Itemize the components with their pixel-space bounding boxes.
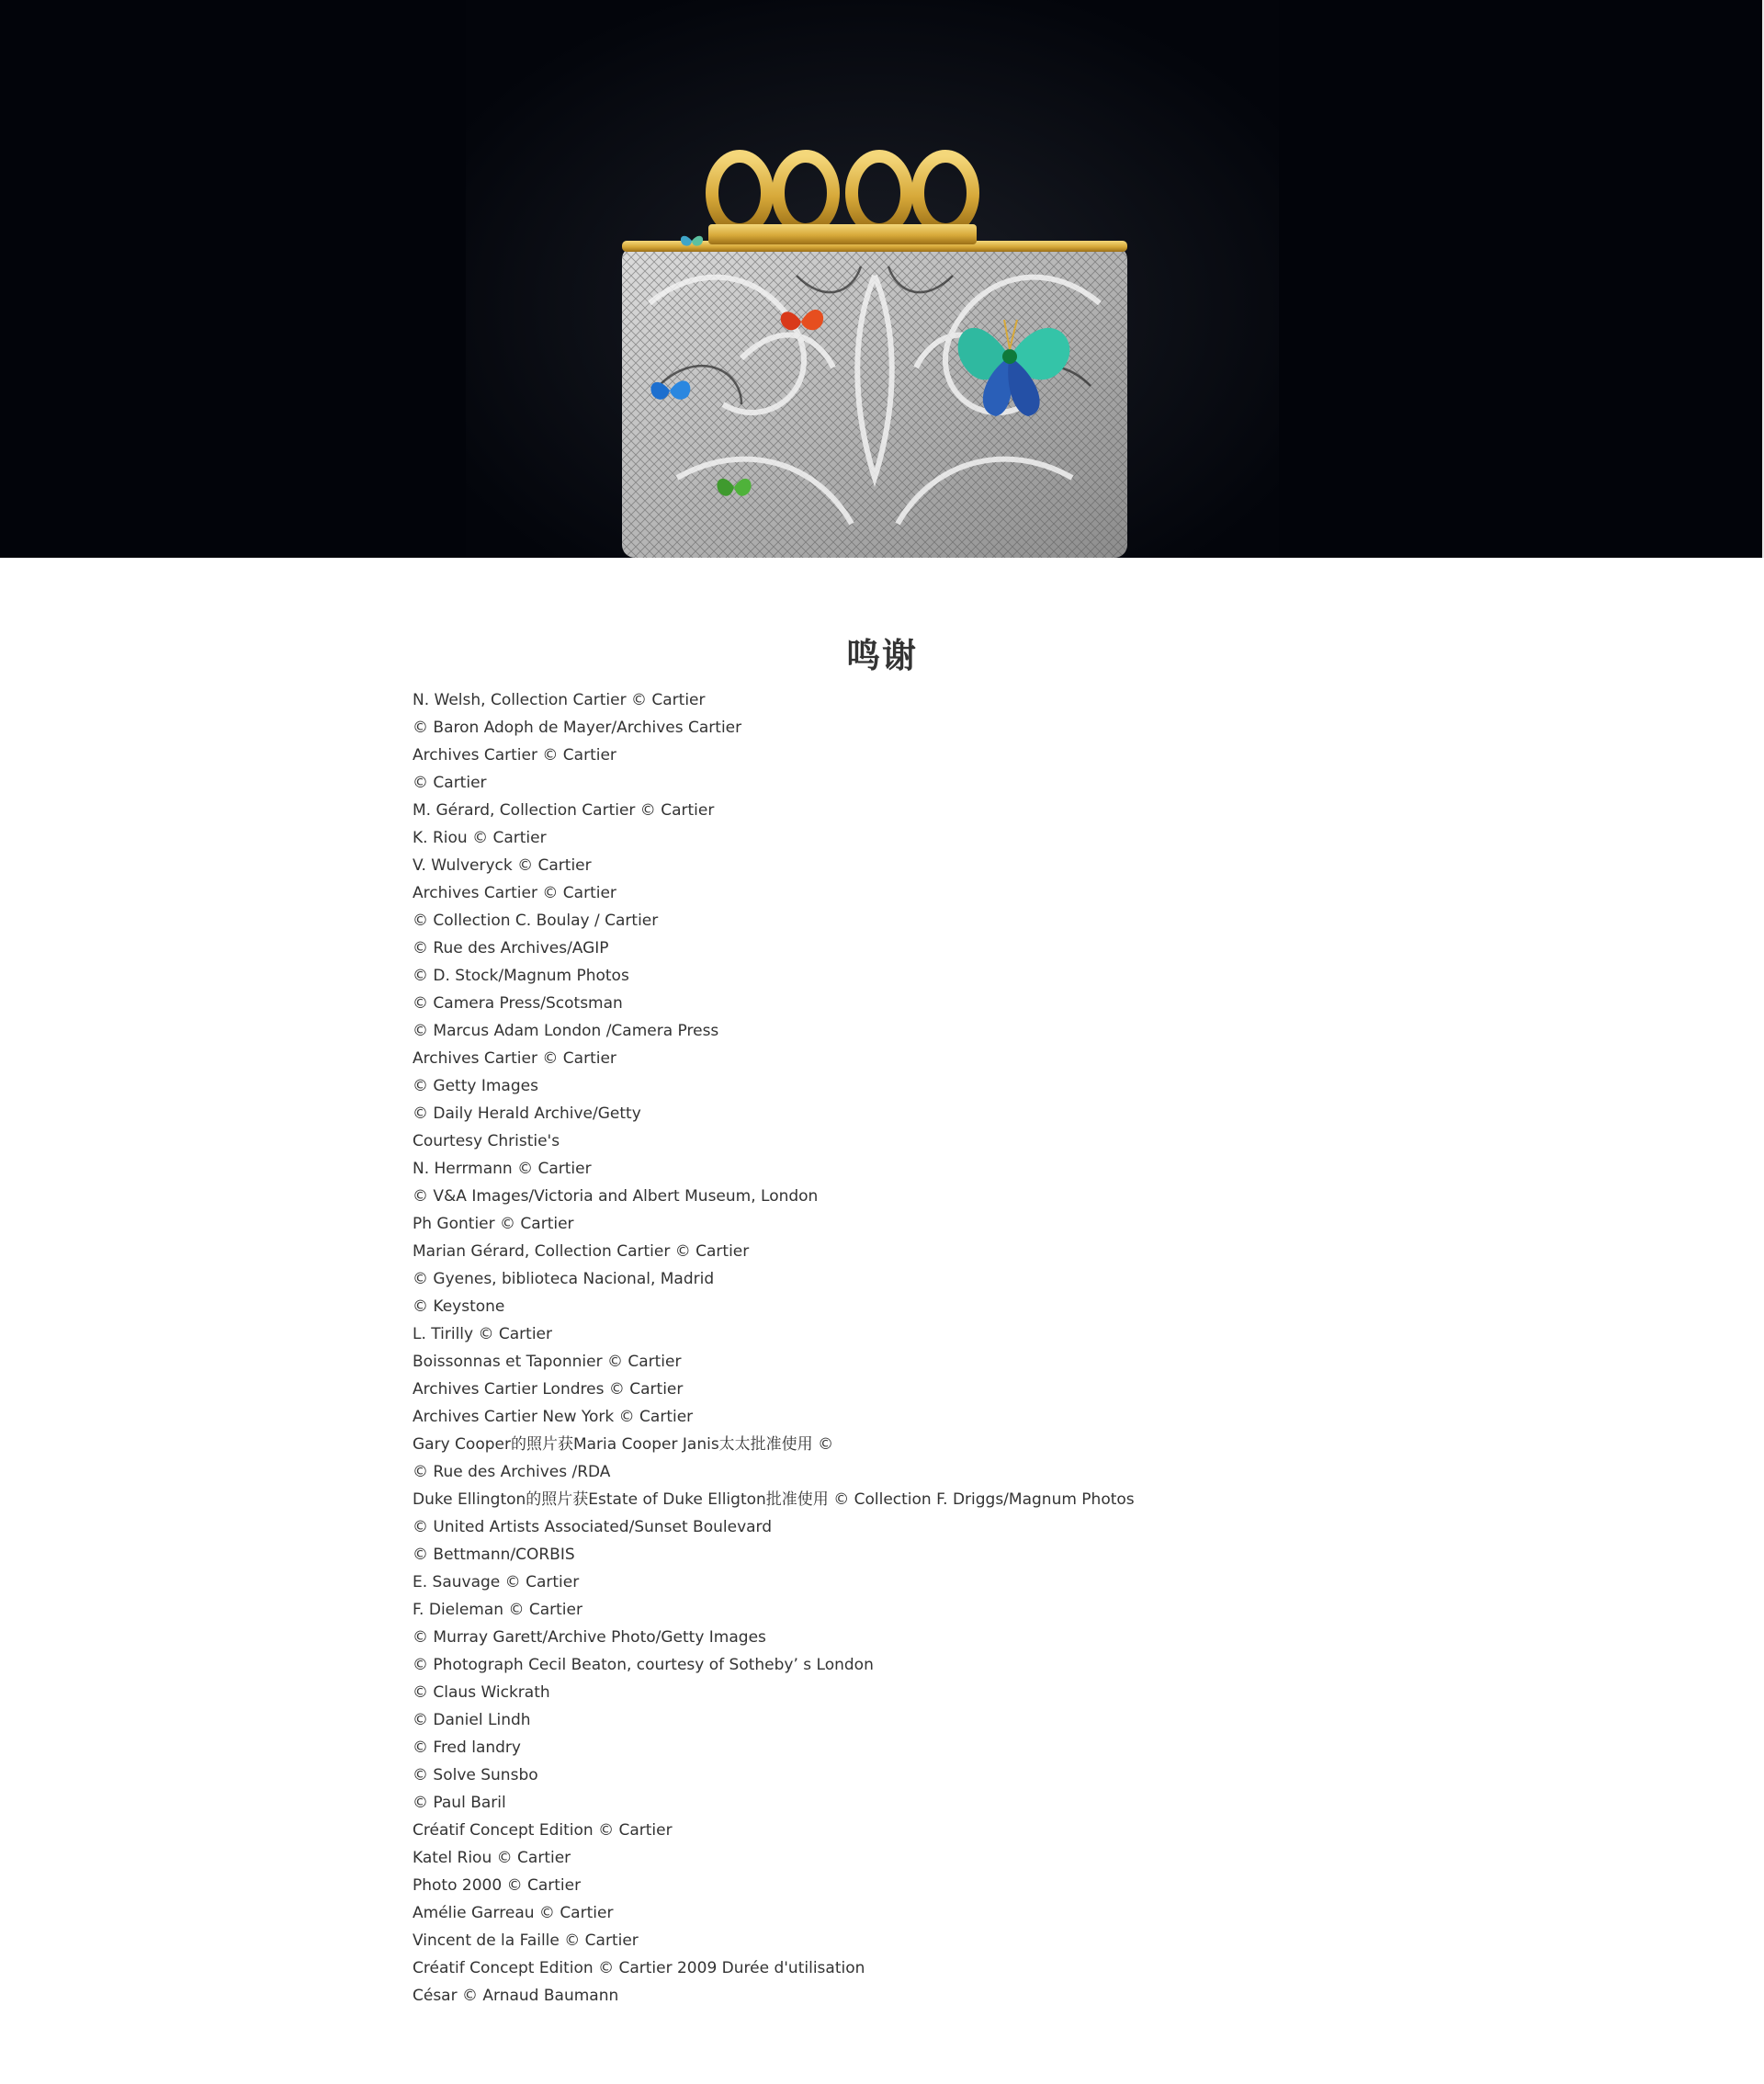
credit-item: Archives Cartier © Cartier bbox=[413, 884, 616, 902]
credit-item: © Daniel Lindh bbox=[413, 1711, 531, 1729]
credit-item: © Daily Herald Archive/Getty bbox=[413, 1104, 641, 1123]
credit-item: © Keystone bbox=[413, 1297, 505, 1316]
credit-item: Courtesy Christie's bbox=[413, 1132, 560, 1150]
credit-item: © Bettmann/CORBIS bbox=[413, 1546, 575, 1564]
credit-item: © Cartier bbox=[413, 774, 487, 792]
credit-item: N. Welsh, Collection Cartier © Cartier bbox=[413, 691, 706, 709]
credit-item: © Fred landry bbox=[413, 1739, 521, 1757]
credit-item: © Rue des Archives/AGIP bbox=[413, 939, 609, 957]
credit-item: © Rue des Archives /RDA bbox=[413, 1463, 611, 1481]
credit-item: E. Sauvage © Cartier bbox=[413, 1573, 580, 1591]
credit-item: © Collection C. Boulay / Cartier bbox=[413, 912, 659, 930]
credit-item: © Photograph Cecil Beaton, courtesy of Sotheby’ s London bbox=[413, 1656, 874, 1674]
credit-item: © D. Stock/Magnum Photos bbox=[413, 967, 629, 985]
credit-item: © Getty Images bbox=[413, 1077, 538, 1095]
credit-item: © Camera Press/Scotsman bbox=[413, 994, 623, 1013]
credits-list bbox=[413, 686, 1135, 2010]
credit-item: Boissonnas et Taponnier © Cartier bbox=[413, 1353, 682, 1371]
credit-item: Vincent de la Faille © Cartier bbox=[413, 1931, 639, 1950]
credit-item: © Baron Adoph de Mayer/Archives Cartier bbox=[413, 719, 742, 737]
credit-item: Créatif Concept Edition © Cartier 2009 Durée d'utilisation bbox=[413, 1959, 865, 1977]
credit-item: Ph Gontier © Cartier bbox=[413, 1215, 574, 1233]
credit-item: Créatif Concept Edition © Cartier bbox=[413, 1821, 673, 1840]
hero-image bbox=[466, 0, 1279, 558]
credit-item: L. Tirilly © Cartier bbox=[413, 1325, 553, 1343]
credit-item: M. Gérard, Collection Cartier © Cartier bbox=[413, 801, 715, 820]
credit-item: Archives Cartier © Cartier bbox=[413, 746, 616, 765]
credit-item: Archives Cartier Londres © Cartier bbox=[413, 1380, 684, 1399]
credit-item: Katel Riou © Cartier bbox=[413, 1849, 571, 1867]
hero-banner bbox=[0, 0, 1762, 558]
credit-item: N. Herrmann © Cartier bbox=[413, 1160, 592, 1178]
credit-item: V. Wulveryck © Cartier bbox=[413, 856, 592, 875]
credit-item: © Gyenes, biblioteca Nacional, Madrid bbox=[413, 1270, 715, 1288]
credit-item: Archives Cartier New York © Cartier bbox=[413, 1408, 694, 1426]
credit-item: © Paul Baril bbox=[413, 1794, 506, 1812]
page-title: 鸣谢 bbox=[846, 635, 918, 675]
credit-item: Duke Ellington的照片获Estate of Duke Elligton批准使用 © Collection F. Driggs/Magnum Photos bbox=[413, 1490, 1135, 1509]
credit-item: K. Riou © Cartier bbox=[413, 829, 547, 847]
credit-item: © Solve Sunsbo bbox=[413, 1766, 538, 1784]
credit-item: César © Arnaud Baumann bbox=[413, 1987, 619, 2005]
credit-item: Marian Gérard, Collection Cartier © Cartier bbox=[413, 1242, 750, 1261]
credit-item: Archives Cartier © Cartier bbox=[413, 1049, 616, 1068]
credit-item: © V&A Images/Victoria and Albert Museum, London bbox=[413, 1187, 819, 1206]
credit-item: © Claus Wickrath bbox=[413, 1683, 550, 1702]
credit-item: © Murray Garett/Archive Photo/Getty Images bbox=[413, 1628, 766, 1647]
credit-item: Gary Cooper的照片获Maria Cooper Janis太太批准使用 © bbox=[413, 1435, 834, 1454]
credit-item: © United Artists Associated/Sunset Boulevard bbox=[413, 1518, 773, 1536]
credit-item: © Marcus Adam London /Camera Press bbox=[413, 1022, 719, 1040]
credit-item: F. Dieleman © Cartier bbox=[413, 1601, 582, 1619]
credit-item: Photo 2000 © Cartier bbox=[413, 1876, 582, 1895]
credit-item: Amélie Garreau © Cartier bbox=[413, 1904, 614, 1922]
